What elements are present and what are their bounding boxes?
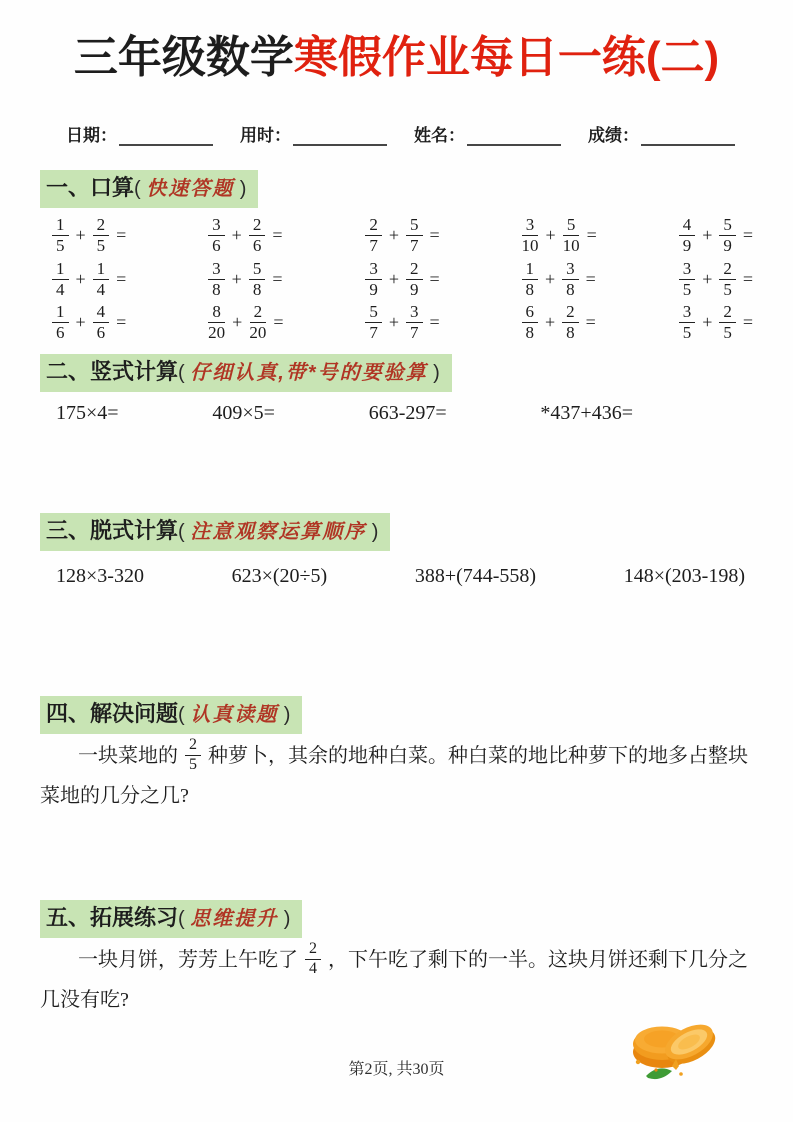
fraction — [208, 216, 225, 255]
fraction-numerator: 1 — [522, 260, 539, 280]
fraction — [365, 303, 382, 342]
fraction — [679, 216, 696, 255]
plus-sign: + — [388, 224, 399, 245]
equals-sign: = — [586, 224, 597, 245]
fraction-numerator: 1 — [52, 303, 69, 323]
plus-sign: + — [388, 268, 399, 289]
fraction — [522, 303, 539, 342]
fraction-numerator: 1 — [52, 216, 69, 236]
calc-problem: 128×3-320 — [56, 565, 144, 588]
oral-problem-grid — [52, 216, 753, 342]
fraction — [679, 303, 696, 342]
equals-sign: = — [116, 224, 127, 245]
fraction — [365, 216, 382, 255]
oral-problem-14 — [522, 303, 597, 342]
plus-sign: + — [545, 224, 556, 245]
fraction-numerator: 5 — [249, 260, 266, 280]
section-4-title: 四、解决问题 — [46, 701, 179, 727]
hint-close-paren: ) — [234, 178, 247, 200]
fraction-numerator: 2 — [93, 216, 110, 236]
fraction — [52, 216, 69, 255]
fraction-denominator: 8 — [252, 279, 262, 299]
fraction-numerator: 4 — [679, 216, 696, 236]
equals-sign: = — [429, 312, 440, 333]
name-blank-line — [467, 127, 561, 146]
calc-problem: 175×4= — [56, 402, 119, 425]
hint-open-paren: ( — [178, 521, 191, 544]
fraction-denominator: 5 — [682, 279, 692, 299]
fraction-numerator: 5 — [719, 216, 736, 236]
fraction-denominator: 5 — [56, 235, 65, 255]
oral-problem-6 — [52, 260, 126, 299]
plus-sign: + — [231, 268, 242, 289]
fraction-numerator: 3 — [208, 216, 225, 236]
hint-close-paren: ) — [427, 362, 440, 385]
date-label: 日期： — [66, 126, 117, 145]
section-1-hint: 快速答题 — [146, 178, 235, 200]
calc-problem: *437+436= — [540, 402, 633, 425]
hint-open-paren: ( — [178, 362, 191, 385]
oral-problem-1 — [52, 216, 126, 255]
section-3-header — [40, 513, 390, 551]
fraction-numerator: 8 — [208, 303, 225, 323]
section-2-hint: 仔细认真,带*号的要验算 — [190, 362, 428, 385]
fraction-denominator: 7 — [410, 235, 419, 255]
oral-problem-12 — [208, 303, 283, 342]
fraction-numerator: 1 — [93, 260, 110, 280]
word-problem-5-after: ，下午吃了剩下的一半。这块月饼还剩下几分之几没有吃? — [40, 949, 748, 1012]
section-2-title: 二、竖式计算 — [46, 359, 179, 385]
oral-problem-2 — [208, 216, 283, 255]
time-label: 用时： — [240, 126, 291, 145]
title-red: 寒假作业每日一练(二) — [293, 33, 720, 82]
word-problem-5-before: 一块月饼，芳芳上午吃了 — [78, 949, 298, 972]
calc-problem: 388+(744-558) — [414, 565, 537, 588]
fraction-numerator: 3 — [365, 260, 382, 280]
fraction — [719, 260, 736, 299]
fraction-denominator: 5 — [189, 755, 197, 773]
oral-problem-5 — [679, 216, 753, 255]
fraction-numerator: 2 — [365, 216, 382, 236]
fraction-denominator: 8 — [566, 323, 575, 343]
section-4-header — [40, 696, 302, 734]
fraction-numerator: 2 — [562, 303, 579, 323]
fraction-denominator: 5 — [723, 279, 732, 299]
fraction-denominator: 6 — [252, 235, 262, 255]
score-blank-line — [641, 127, 735, 146]
plus-sign: + — [75, 224, 86, 245]
stepwise-calc-problems — [56, 565, 745, 588]
section-5-header — [40, 900, 302, 938]
work-space — [0, 588, 793, 696]
fraction-numerator: 5 — [365, 303, 382, 323]
fraction-denominator: 5 — [682, 323, 692, 343]
fraction-denominator: 6 — [212, 235, 221, 255]
calc-problem: 623×(20÷5) — [231, 565, 328, 588]
fraction-numerator: 2 — [185, 737, 201, 756]
info-row — [66, 121, 735, 146]
fraction-denominator: 5 — [723, 323, 732, 343]
hint-close-paren: ) — [278, 908, 291, 931]
fraction — [406, 216, 423, 255]
fraction — [719, 216, 736, 255]
equals-sign: = — [429, 224, 440, 245]
fraction-numerator: 2 — [305, 941, 321, 960]
oral-problem-10 — [679, 260, 753, 299]
fraction-denominator: 7 — [410, 323, 419, 343]
plus-sign: + — [702, 224, 713, 245]
word-problem-4-before: 一块菜地的 — [78, 745, 178, 768]
name-label: 姓名： — [414, 126, 465, 145]
oral-problem-3 — [365, 216, 439, 255]
work-space — [0, 816, 793, 900]
oral-problem-8 — [365, 260, 439, 299]
fraction — [93, 260, 110, 299]
fraction-numerator: 3 — [562, 260, 579, 280]
date-field — [66, 121, 213, 146]
score-field — [588, 121, 735, 146]
fraction-numerator: 5 — [563, 216, 580, 236]
fraction-denominator: 8 — [525, 279, 535, 299]
fraction — [679, 260, 696, 299]
fraction — [249, 303, 266, 342]
section-2-header — [40, 354, 452, 392]
fraction — [365, 260, 382, 299]
fraction-denominator: 7 — [369, 235, 378, 255]
section-4-hint: 认真读题 — [190, 704, 279, 727]
hint-close-paren: ) — [278, 704, 291, 727]
section-1-header — [40, 170, 258, 208]
fraction-numerator: 6 — [522, 303, 539, 323]
plus-sign: + — [231, 224, 242, 245]
fraction — [562, 303, 579, 342]
plus-sign: + — [388, 312, 399, 333]
plus-sign: + — [75, 312, 86, 333]
oral-problem-11 — [52, 303, 126, 342]
equals-sign: = — [742, 312, 753, 333]
equals-sign: = — [742, 268, 753, 289]
fraction-denominator: 20 — [249, 323, 267, 343]
page-number: 第2页, 共30页 — [348, 1061, 445, 1078]
fraction-denominator: 5 — [96, 235, 106, 255]
fraction-denominator: 6 — [96, 323, 106, 343]
oral-problem-13 — [365, 303, 439, 342]
fraction — [522, 216, 539, 255]
fraction-denominator: 7 — [369, 323, 378, 343]
plus-sign: + — [545, 312, 556, 333]
hint-close-paren: ) — [366, 521, 379, 544]
fraction-numerator: 5 — [406, 216, 423, 236]
fraction-denominator: 4 — [56, 279, 65, 299]
fraction-denominator: 20 — [208, 323, 226, 343]
equals-sign: = — [742, 224, 753, 245]
name-field — [414, 121, 561, 146]
plus-sign: + — [75, 268, 86, 289]
equals-sign: = — [273, 312, 284, 333]
fraction — [52, 303, 69, 342]
oral-problem-9 — [522, 260, 597, 299]
fraction — [563, 216, 580, 255]
fraction — [52, 260, 69, 299]
calc-problem: 663-297= — [368, 402, 447, 425]
equals-sign: = — [116, 312, 127, 333]
fraction-denominator: 8 — [212, 279, 221, 299]
plus-sign: + — [702, 312, 713, 333]
fraction — [562, 260, 579, 299]
equals-sign: = — [272, 224, 283, 245]
fraction-numerator: 1 — [52, 260, 69, 280]
fraction-numerator: 2 — [719, 303, 736, 323]
time-blank-line — [293, 127, 387, 146]
fraction-denominator: 9 — [723, 235, 732, 255]
fraction — [93, 216, 110, 255]
date-blank-line — [119, 127, 213, 146]
fraction-numerator: 2 — [719, 260, 736, 280]
fraction-numerator: 3 — [406, 303, 423, 323]
fraction — [719, 303, 736, 342]
oral-problem-4 — [522, 216, 597, 255]
fraction-numerator: 2 — [406, 260, 423, 280]
fraction — [406, 303, 423, 342]
fraction-denominator: 6 — [56, 323, 65, 343]
fraction — [93, 303, 110, 342]
fraction — [522, 260, 539, 299]
hint-open-paren: ( — [134, 178, 147, 200]
fraction-numerator: 3 — [679, 260, 696, 280]
fraction-numerator: 2 — [249, 216, 266, 236]
fraction — [208, 303, 225, 342]
section-3-hint: 注意观察运算顺序 — [190, 521, 367, 544]
fraction — [208, 260, 225, 299]
time-field — [240, 121, 387, 146]
fraction — [406, 260, 423, 299]
equals-sign: = — [585, 268, 596, 289]
equals-sign: = — [272, 268, 283, 289]
word-problem-4-after: 种萝卜，其余的地种白菜。种白菜的地比种萝下的地多占整块菜地的几分之几? — [40, 745, 748, 808]
fraction — [249, 260, 266, 299]
word-problem-4 — [40, 736, 753, 816]
equals-sign: = — [585, 312, 596, 333]
equals-sign: = — [116, 268, 127, 289]
fraction — [185, 737, 201, 774]
fraction-numerator: 3 — [679, 303, 696, 323]
oral-problem-15 — [679, 303, 753, 342]
fraction-denominator: 10 — [521, 235, 539, 255]
title-black: 三年级数学 — [73, 33, 294, 82]
score-label: 成绩： — [588, 126, 639, 145]
hint-open-paren: ( — [178, 908, 191, 931]
fraction-denominator: 10 — [562, 235, 580, 255]
section-3-title: 三、脱式计算 — [46, 518, 179, 544]
fraction — [305, 941, 321, 978]
section-1-title: 一、口算 — [46, 175, 135, 200]
fraction-denominator: 8 — [525, 323, 535, 343]
fraction — [249, 216, 266, 255]
equals-sign: = — [429, 268, 440, 289]
fraction-denominator: 8 — [566, 279, 575, 299]
fraction-numerator: 3 — [522, 216, 539, 236]
plus-sign: + — [545, 268, 556, 289]
page-title — [0, 30, 793, 85]
plus-sign: + — [702, 268, 713, 289]
section-5-title: 五、拓展练习 — [46, 905, 179, 931]
fraction-numerator: 3 — [208, 260, 225, 280]
fraction-numerator: 2 — [250, 303, 267, 323]
section-5-hint: 思维提升 — [190, 908, 279, 931]
page-footer — [0, 1056, 793, 1079]
fraction-denominator: 4 — [96, 279, 106, 299]
calc-problem: 148×(203-198) — [623, 565, 745, 588]
fraction-denominator: 9 — [369, 279, 378, 299]
vertical-calc-problems — [56, 402, 633, 425]
fraction-denominator: 9 — [682, 235, 692, 255]
fraction-denominator: 9 — [410, 279, 419, 299]
calc-problem: 409×5= — [212, 402, 275, 425]
hint-open-paren: ( — [178, 704, 191, 727]
fraction-numerator: 4 — [93, 303, 110, 323]
plus-sign: + — [232, 312, 243, 333]
fraction-denominator: 4 — [309, 959, 317, 977]
work-space — [0, 425, 793, 513]
oral-problem-7 — [208, 260, 283, 299]
